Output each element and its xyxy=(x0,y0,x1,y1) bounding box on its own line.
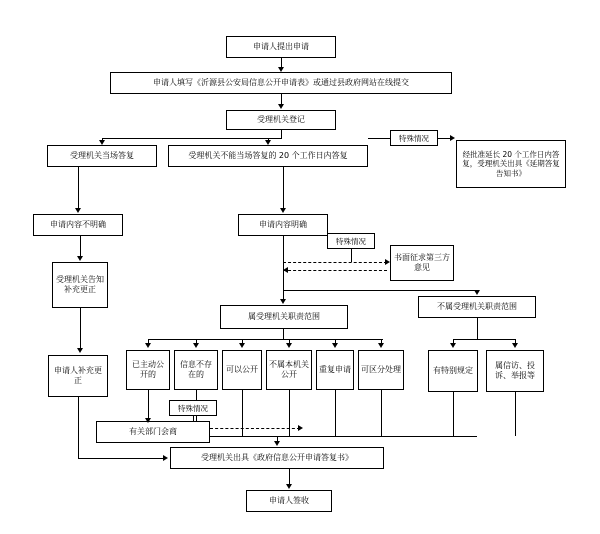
node-applicant-supplement: 申请人补充更正 xyxy=(48,355,108,397)
arrowhead-branch-4 xyxy=(286,343,292,348)
node-departments-consult: 有关部门会商 xyxy=(96,421,210,443)
connector-b3-down xyxy=(242,390,243,436)
node-applicant-receives: 申请人签收 xyxy=(246,490,332,512)
node-already-public: 已主动公开的 xyxy=(126,350,170,390)
arrowhead-branch-1 xyxy=(145,343,151,348)
node-notify-supplement: 受理机关告知补充更正 xyxy=(52,262,108,308)
node-answer-onsite: 受理机关当场答复 xyxy=(47,145,157,167)
connector-b6-down xyxy=(381,390,382,436)
node-content-unclear: 申请内容不明确 xyxy=(33,214,123,236)
label-special-case-1: 特殊情况 xyxy=(390,130,438,146)
connector-split-bar xyxy=(102,138,282,139)
connector-unclear-notify xyxy=(80,236,81,256)
arrowhead-20days-down xyxy=(280,208,286,213)
connector-o2-down xyxy=(515,392,516,436)
connector-b5-down xyxy=(335,390,336,436)
arrowhead-notify-supplement xyxy=(77,348,83,353)
connector-n2-n3 xyxy=(281,94,282,104)
arrowhead-unclear-notify xyxy=(77,256,83,261)
connector-supplement-reply xyxy=(78,458,164,459)
connector-supplement-down xyxy=(78,397,79,458)
node-info-not-exist: 信息不存在的 xyxy=(174,350,218,390)
node-not-this-agency: 不属本机关公开 xyxy=(266,350,312,390)
connector-o1-down xyxy=(453,392,454,436)
connector-b4-down xyxy=(289,390,290,436)
node-consult-third-party: 书面征求第三方意见 xyxy=(390,245,454,281)
arrowhead-third-party-back xyxy=(283,267,288,273)
connector-20days-label1 xyxy=(368,138,390,139)
arrowhead-outside-1 xyxy=(450,343,456,348)
arrowhead-label1-extension xyxy=(450,135,455,141)
dashed-third-party-back xyxy=(283,270,387,271)
label-special-case-3: 特殊情况 xyxy=(169,400,217,416)
connector-branch-bar xyxy=(148,339,383,340)
arrowhead-b1-consult xyxy=(145,418,151,423)
arrowhead-to-onsite xyxy=(99,140,105,145)
dashed-consult-to-reply xyxy=(210,428,300,429)
connector-label2-down xyxy=(351,249,352,262)
dashed-clear-to-third-party xyxy=(283,262,387,263)
connector-notify-supplement xyxy=(80,308,81,348)
node-extension-notice: 经批准延长 20 个工作日内答复，受理机关出具《延期答复告知书》 xyxy=(456,140,566,188)
node-may-disclose: 可以公开 xyxy=(222,350,262,390)
arrowhead-reply-receive xyxy=(286,484,292,489)
node-content-clear: 申请内容明确 xyxy=(238,214,328,236)
node-registration: 受理机关登记 xyxy=(226,110,336,130)
connector-clear-right xyxy=(283,290,477,291)
connector-20days-down xyxy=(283,167,284,209)
node-within-duty: 属受理机关职责范围 xyxy=(220,305,348,329)
connector-reply-receive xyxy=(289,469,290,484)
node-petition-complaint: 属信访、投诉、举报等 xyxy=(486,350,544,392)
arrowhead-right-outside xyxy=(474,290,480,295)
arrowhead-branch-3 xyxy=(239,343,245,348)
node-separable-handling: 可区分处理 xyxy=(358,350,404,390)
connector-outside-bar xyxy=(453,339,515,340)
node-issue-reply: 受理机关出具《政府信息公开申请答复书》 xyxy=(170,447,384,469)
node-applicant-submits: 申请人提出申请 xyxy=(226,36,336,58)
connector-converge-bar xyxy=(196,436,477,437)
label-special-case-2: 特殊情况 xyxy=(327,233,375,249)
arrowhead-branch-2 xyxy=(193,343,199,348)
arrowhead-converge-reply xyxy=(274,441,280,446)
arrowhead-to-third-party xyxy=(385,259,390,265)
connector-onsite-down xyxy=(78,167,79,209)
connector-n3-down xyxy=(281,130,282,138)
arrowhead-onsite-down xyxy=(75,208,81,213)
node-fill-application-form: 申请人填写《沂源县公安局信息公开申请表》或通过县政府网站在线提交 xyxy=(110,72,452,94)
arrowhead-n2-n3 xyxy=(278,104,284,109)
arrowhead-outside-2 xyxy=(512,343,518,348)
arrowhead-branch-6 xyxy=(378,343,384,348)
node-outside-duty: 不属受理机关职责范围 xyxy=(418,296,536,318)
connector-duty-down xyxy=(283,329,284,339)
arrowhead-clear-duty xyxy=(280,299,286,304)
arrowhead-supplement-reply xyxy=(163,455,168,461)
arrowhead-n1-n2 xyxy=(278,67,284,72)
arrowhead-to-20days xyxy=(265,140,271,145)
arrowhead-branch-5 xyxy=(332,343,338,348)
node-special-provision: 有特别规定 xyxy=(428,350,478,392)
connector-outside-down xyxy=(477,318,478,339)
node-duplicate-request: 重复申请 xyxy=(316,350,354,390)
node-answer-20-days: 受理机关不能当场答复的 20 个工作日内答复 xyxy=(168,145,368,167)
arrowhead-consult-reply xyxy=(298,425,303,431)
